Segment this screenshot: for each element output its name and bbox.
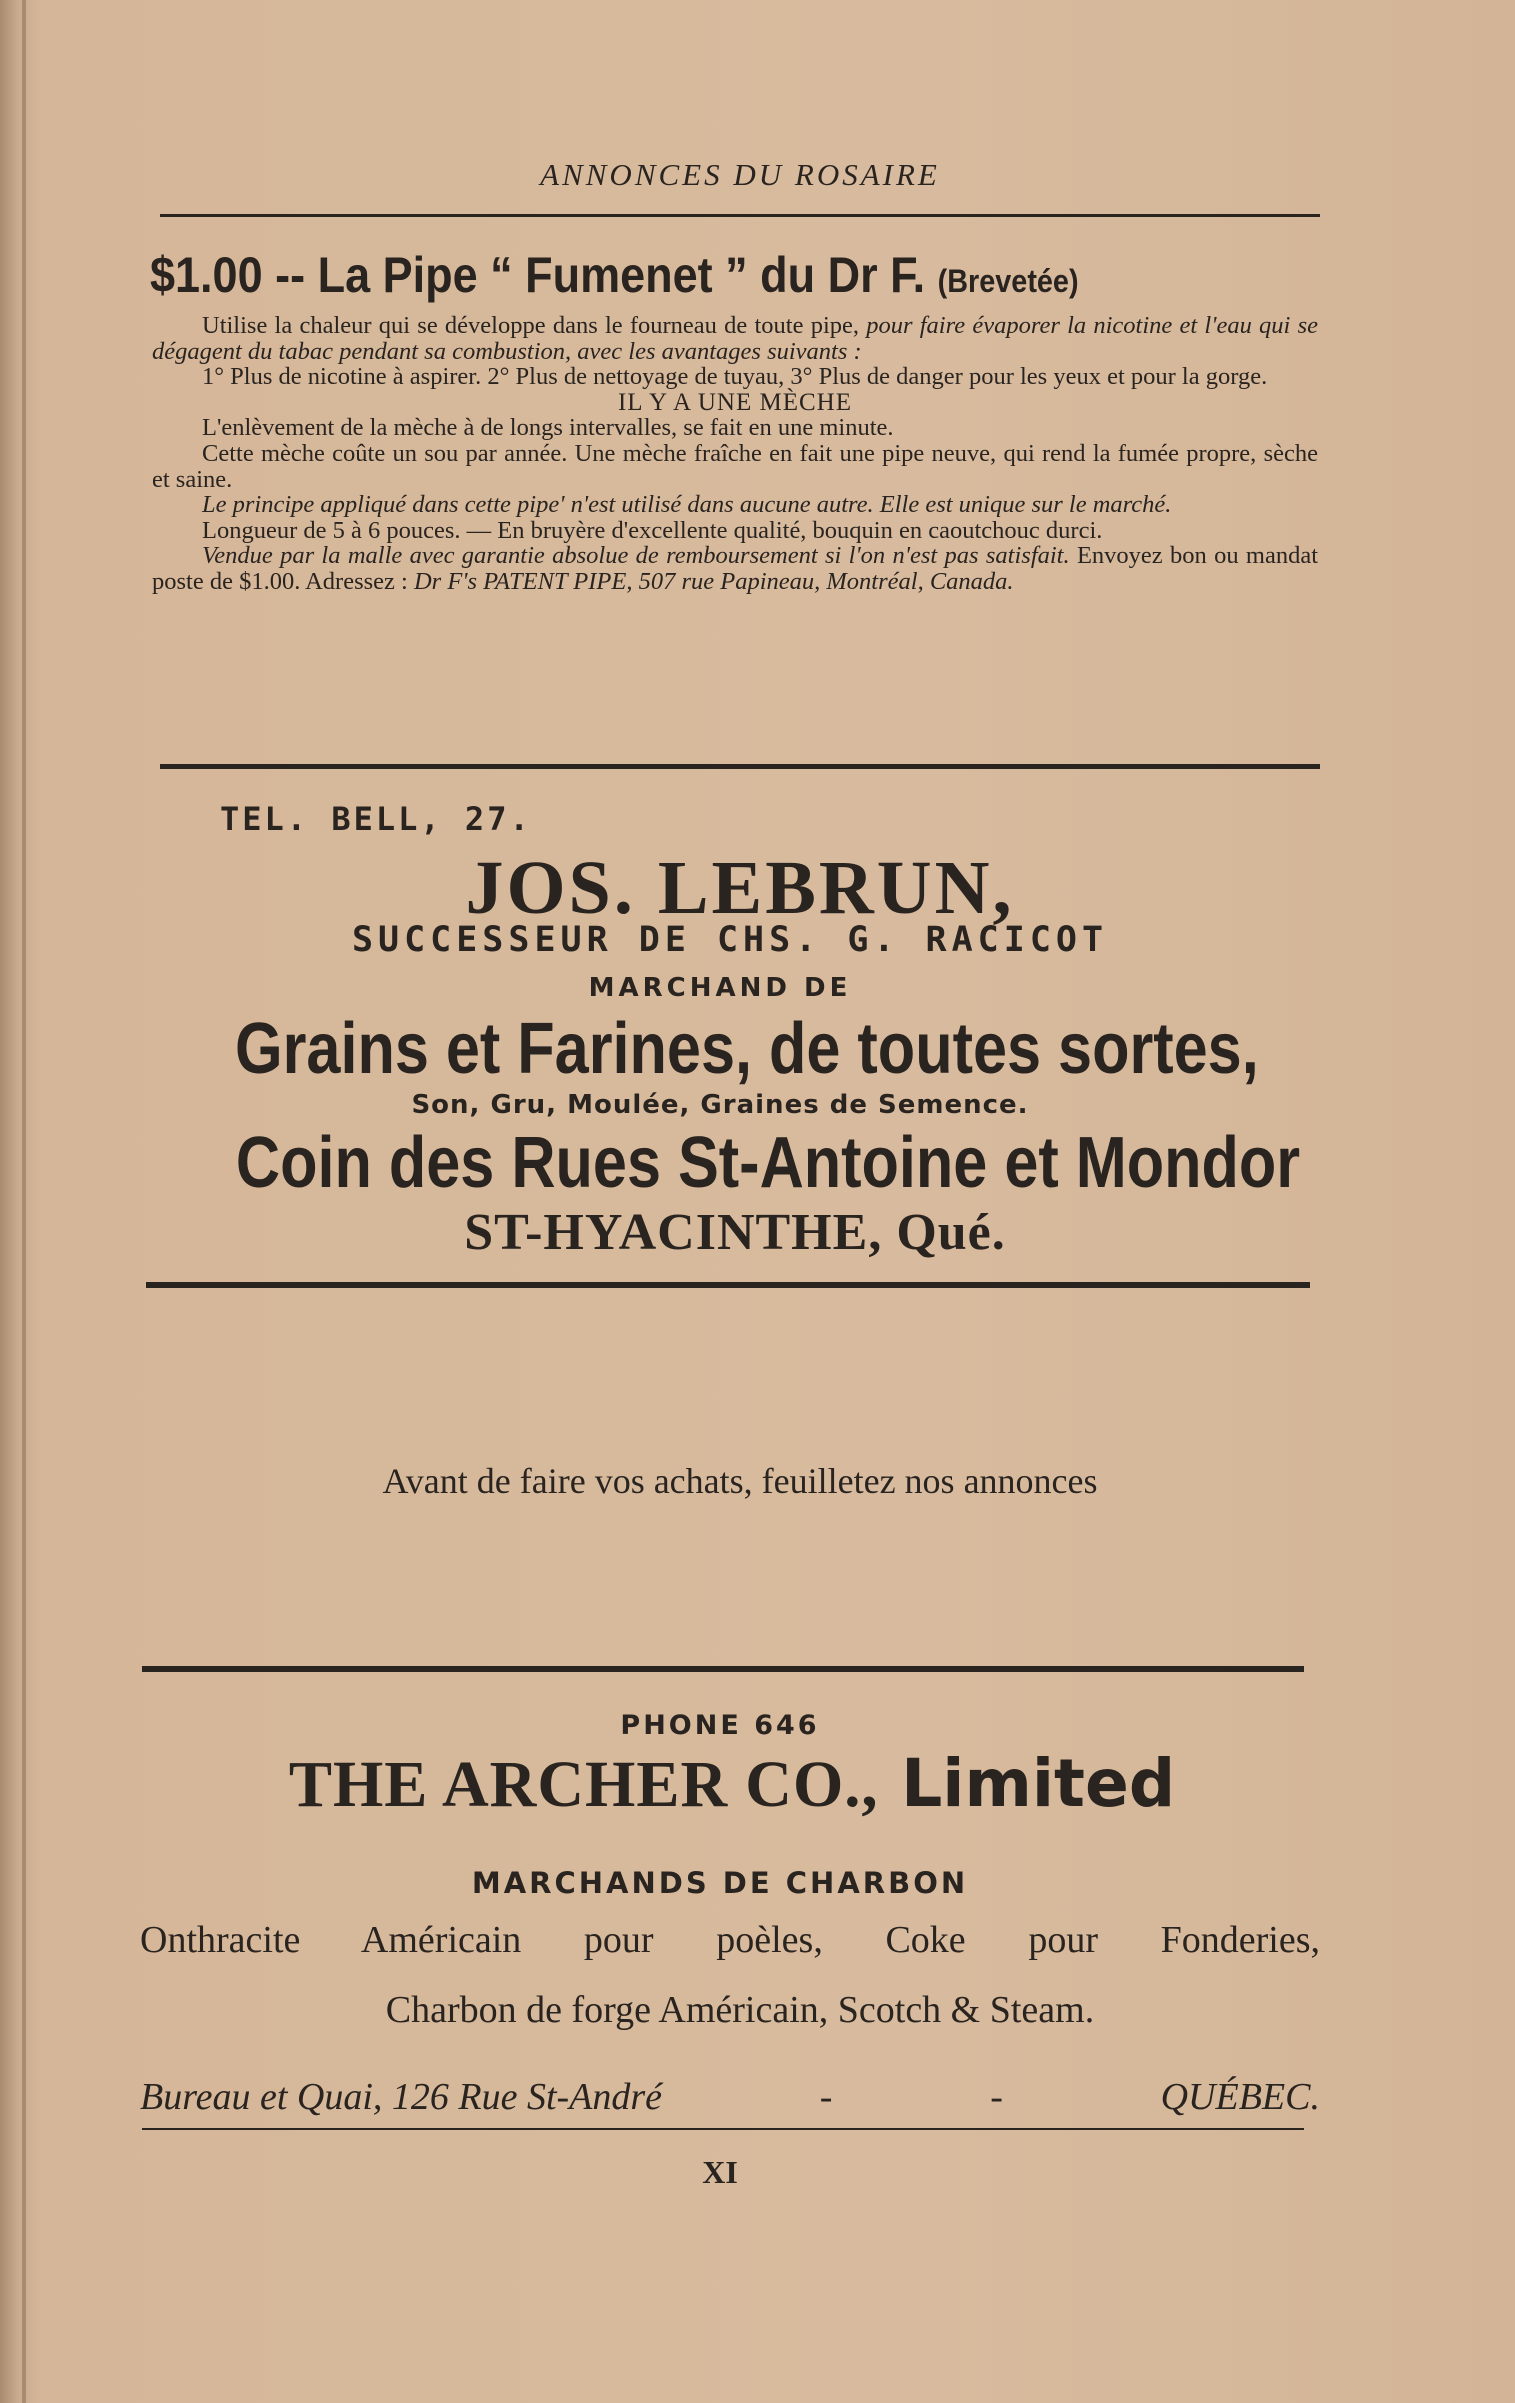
archer-products-line-2: Charbon de forge Américain, Scotch & Steam. [385, 1989, 1095, 2031]
archer-top-rule [142, 1666, 1304, 1672]
pipe-ad-paragraph-6: Longueur de 5 à 6 pouces. — En bruyère d'excellente qualité, bouquin en caoutchouc durci. [202, 516, 1103, 544]
running-head: ANNONCES DU ROSAIRE [540, 157, 940, 192]
pipe-ad-paragraph-1 [152, 313, 1318, 364]
pipe-ad-paragraph-5: Le principe appliqué dans cette pipe' n'est utilisé dans aucune autre. Elle est unique sur le marché. [202, 491, 1172, 519]
archer-merchants-label: MARCHANDS DE CHARBON [471, 1866, 969, 1900]
pipe-ad-title-note: (Brevetée) [937, 263, 1079, 299]
lebrun-name: JOS. LEBRUN, [465, 846, 1015, 930]
archer-name-main: THE ARCHER CO., [288, 1748, 879, 1821]
lebrun-telephone: TEL. BELL, 27. [220, 800, 532, 838]
pipe-ad-subhead: IL Y A UNE MÈCHE [617, 388, 853, 416]
lebrun-products: Grains et Farines, de toutes sortes, [235, 1009, 1259, 1089]
lebrun-corner-address: Coin des Rues St-Antoine et Mondor [235, 1123, 1301, 1203]
pipe-ad-p7-plain: Envoyez bon ou mandat poste de $1.00. Adressez : [152, 542, 1319, 595]
pipe-ad-paragraph-2: 1° Plus de nicotine à aspirer. 2° Plus de nettoyage de tuyau, 3° Plus de danger pour les yeux et pour la gorge. [202, 363, 1268, 391]
pipe-ad-p1-italic: pour faire évaporer la nicotine et l'eau qui se dégagent du tabac pendant sa combustion, avec les avantages suivants : [152, 312, 1318, 365]
pipe-ad-p7-italic: Vendue par la malle avec garantie absolue de remboursement si l'on n'est pas satisfait. [202, 542, 1070, 570]
pipe-ad-title-main: $1.00 -- La Pipe “ Fumenet ” du Dr F. [150, 247, 926, 303]
lebrun-details: Son, Gru, Moulée, Graines de Semence. [411, 1090, 1029, 1120]
archer-city: QUÉBEC. [1160, 2076, 1320, 2118]
page-folio: XI [702, 2154, 738, 2190]
archer-bottom-rule [142, 2128, 1304, 2130]
lebrun-merchant-label: MARCHAND DE [588, 973, 852, 1003]
pipe-ad-paragraph-3: L'enlèvement de la mèche à de longs intervalles, se fait en une minute. [202, 414, 894, 442]
pipe-ad-body [152, 313, 1318, 595]
pipe-ad-title [150, 246, 1203, 304]
archer-dash-2: - [990, 2076, 1003, 2118]
pipe-ad-p7-address: Dr F's PATENT PIPE, 507 rue Papineau, Montréal, Canada. [413, 567, 1014, 595]
archer-company-name [154, 1745, 1310, 1823]
pipe-ad-p1-plain: Utilise la chaleur qui se développe dans le fourneau de toute pipe, [202, 312, 867, 339]
pipe-ad-paragraph-7 [152, 543, 1318, 594]
lebrun-city: ST-HYACINTHE, Qué. [464, 1204, 1006, 1261]
page-spine-edge [22, 0, 26, 2403]
lebrun-successor: SUCCESSEUR DE CHS. G. RACICOT [351, 920, 1109, 960]
archer-dash-1: - [819, 2076, 833, 2118]
archer-address-line [140, 2075, 1320, 2119]
archer-products-line-1: Onthracite Américain pour poèles, Coke pour Fonderies, [140, 1919, 1320, 1961]
lebrun-bottom-rule [146, 1282, 1310, 1288]
notice-text: Avant de faire vos achats, feuilletez nos annonces [382, 1461, 1098, 1501]
pipe-ad-bottom-rule [160, 764, 1320, 769]
archer-phone: PHONE 646 [620, 1710, 820, 1741]
header-rule [160, 214, 1320, 217]
archer-name-suffix: Limited [901, 1745, 1176, 1822]
archer-address: Bureau et Quai, 126 Rue St-André [140, 2076, 663, 2118]
pipe-ad-paragraph-4: Cette mèche coûte un sou par année. Une mèche fraîche en fait une pipe neuve, qui rend la fumée propre, sèche et saine. [152, 439, 1318, 493]
